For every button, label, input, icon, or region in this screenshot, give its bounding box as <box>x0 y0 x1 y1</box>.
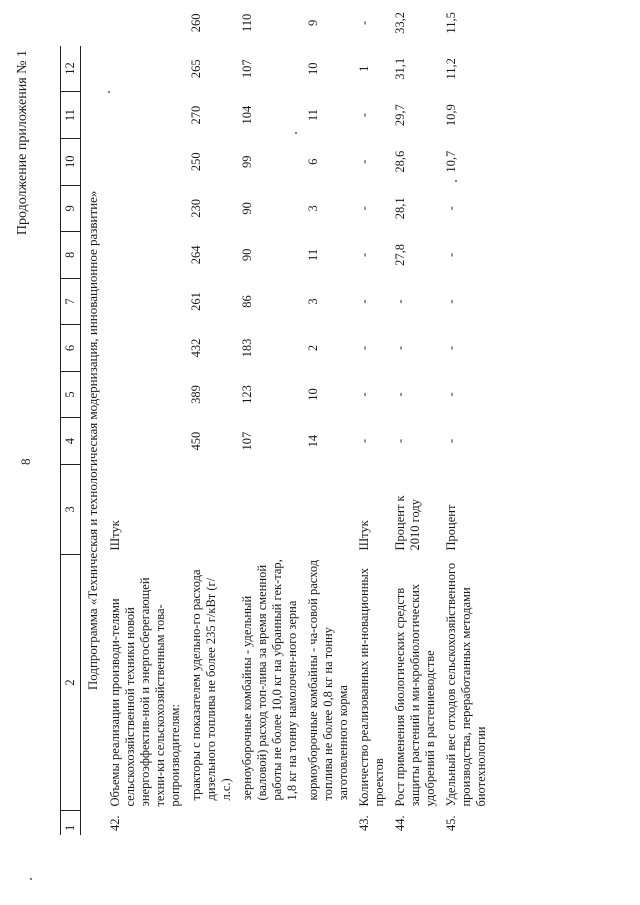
row-value: 10 <box>305 62 320 76</box>
row-value: - <box>392 345 407 351</box>
row-value: 11 <box>305 109 320 122</box>
column-header: 1 <box>61 811 81 835</box>
row-value <box>105 371 186 418</box>
row-value: - <box>356 392 371 397</box>
column-header: 2 <box>61 554 81 810</box>
row-value: 29,7 <box>392 104 407 127</box>
row-value: 265 <box>188 59 203 79</box>
row-value: 2 <box>305 344 320 352</box>
table-row <box>186 0 237 835</box>
indicators-table <box>60 0 492 835</box>
table-row <box>390 0 441 835</box>
row-value <box>105 92 186 139</box>
row-value <box>105 138 186 185</box>
row-indicator-name: тракторы с показателем удельно-го расхода дизельного топлива не более 235 г/кВт (г/л.с.) <box>188 569 233 801</box>
subprogram-title: Подпрограмма «Техническая и технологическая модернизация, инновационное развитие» <box>85 190 100 691</box>
row-value: 230 <box>188 198 203 218</box>
row-indicator-name: зерноуборочные комбайны - удельный (валовой) расход топ-лива за время сменной работы не более 10,0 кг на убранный гек-тар, 1,8 кг на тонну намолочен-ного зерна <box>239 559 299 801</box>
row-value: 260 <box>188 13 203 33</box>
row-value: - <box>356 439 371 444</box>
row-value: - <box>443 392 458 397</box>
row-value: - <box>356 299 371 304</box>
subprogram-row <box>81 0 105 835</box>
row-value: 123 <box>239 385 254 404</box>
row-value: 432 <box>188 338 203 358</box>
row-indicator-name: Количество реализованных ин-новационных проектов <box>356 567 386 807</box>
row-value: 90 <box>239 202 254 215</box>
row-value: 261 <box>188 292 203 311</box>
row-value: 27,8 <box>392 243 407 266</box>
row-indicator-name: кормоуборочные комбайны - ча-совой расход топлива не более 0,8 кг на тонну заготовленного корма <box>305 559 350 801</box>
appendix-note: Продолжение приложения № 1 <box>15 50 30 236</box>
row-value <box>105 278 186 325</box>
row-value: 183 <box>239 338 254 358</box>
row-unit: Штук <box>107 520 122 551</box>
column-header: 9 <box>61 185 81 232</box>
row-value: - <box>392 299 407 304</box>
row-value <box>105 418 186 465</box>
row-value: - <box>356 206 371 211</box>
column-header: 10 <box>61 138 81 185</box>
row-value: 250 <box>188 152 203 172</box>
table-row <box>105 0 186 835</box>
row-value: - <box>392 439 407 444</box>
row-value: - <box>356 159 371 164</box>
row-value: 9 <box>305 19 320 26</box>
row-value: - <box>392 392 407 397</box>
table-row <box>441 0 492 835</box>
row-value: - <box>356 345 371 351</box>
row-value: 450 <box>188 431 203 451</box>
row-indicator-name: Объемы реализации производи-телями сельскохозяйственной техники новой энергоэффектив-ной и энергосберегающей техни-ки сельскохозяйственным това-ропроизводителям: <box>107 577 182 807</box>
row-number: 44. <box>392 815 407 831</box>
row-value: - <box>443 299 458 304</box>
row-indicator-name: Удельный вес отходов сельскохозяйственного производства, переработанных методами биотехнологии <box>443 562 488 807</box>
row-value: - <box>356 20 371 25</box>
row-value <box>105 185 186 232</box>
row-number: 42. <box>107 815 122 831</box>
row-value: 104 <box>239 105 254 125</box>
row-value: - <box>443 206 458 211</box>
column-header: 12 <box>61 46 81 92</box>
row-value: 3 <box>305 205 320 212</box>
row-value: 11,2 <box>443 58 458 80</box>
row-number: 45. <box>443 815 458 831</box>
table-row <box>237 0 303 835</box>
row-value: 107 <box>239 431 254 451</box>
row-value: 264 <box>188 245 203 265</box>
row-indicator-name: Рост применения биологических средств защиты растений и ми-кробиологических удобрений в растениеводстве <box>392 583 437 807</box>
row-number <box>237 811 303 835</box>
row-value: 99 <box>239 155 254 168</box>
row-unit <box>186 464 237 554</box>
row-value: 10 <box>305 388 320 401</box>
row-number: 43. <box>356 815 371 831</box>
row-value: 6 <box>305 158 320 165</box>
row-value: 90 <box>239 248 254 262</box>
column-header: 7 <box>61 278 81 325</box>
row-value: - <box>356 113 371 118</box>
table-body <box>81 0 492 835</box>
row-value <box>105 46 186 92</box>
row-unit <box>303 464 354 554</box>
row-value: 33,2 <box>392 11 407 34</box>
column-header: 6 <box>61 325 81 372</box>
row-unit: Штук <box>356 520 371 551</box>
row-value: 28,1 <box>392 197 407 220</box>
row-value: 86 <box>239 295 254 308</box>
row-value: 11,5 <box>443 12 458 34</box>
row-value <box>105 232 186 279</box>
row-value: 270 <box>188 105 203 125</box>
table-row <box>354 0 390 835</box>
table-header-row <box>61 0 81 835</box>
row-number <box>303 811 354 835</box>
row-value: 31,1 <box>392 57 407 80</box>
row-value <box>105 325 186 372</box>
page-number: 8 <box>18 458 33 465</box>
row-value: 14 <box>305 434 320 448</box>
row-value: 389 <box>188 385 203 404</box>
row-unit <box>237 464 303 554</box>
row-value: 10,9 <box>443 104 458 127</box>
row-value: 3 <box>305 298 320 305</box>
row-value: 11 <box>305 248 320 261</box>
row-value: 10,7 <box>443 150 458 173</box>
row-value: 110 <box>239 13 254 33</box>
table-row <box>303 0 354 835</box>
column-header: 5 <box>61 371 81 418</box>
row-value: 28,6 <box>392 150 407 173</box>
row-value: - <box>443 252 458 258</box>
row-value: - <box>443 439 458 444</box>
row-value: 1 <box>356 65 371 72</box>
column-header: 4 <box>61 418 81 465</box>
column-header: 3 <box>61 464 81 554</box>
row-value: 107 <box>239 59 254 79</box>
row-value: - <box>443 345 458 351</box>
row-unit: Процент к 2010 году <box>392 495 422 551</box>
row-unit: Процент <box>443 504 458 551</box>
row-number <box>186 811 237 835</box>
column-header: 11 <box>61 92 81 139</box>
row-value: - <box>356 252 371 258</box>
row-value <box>105 0 186 46</box>
column-header: 8 <box>61 232 81 279</box>
